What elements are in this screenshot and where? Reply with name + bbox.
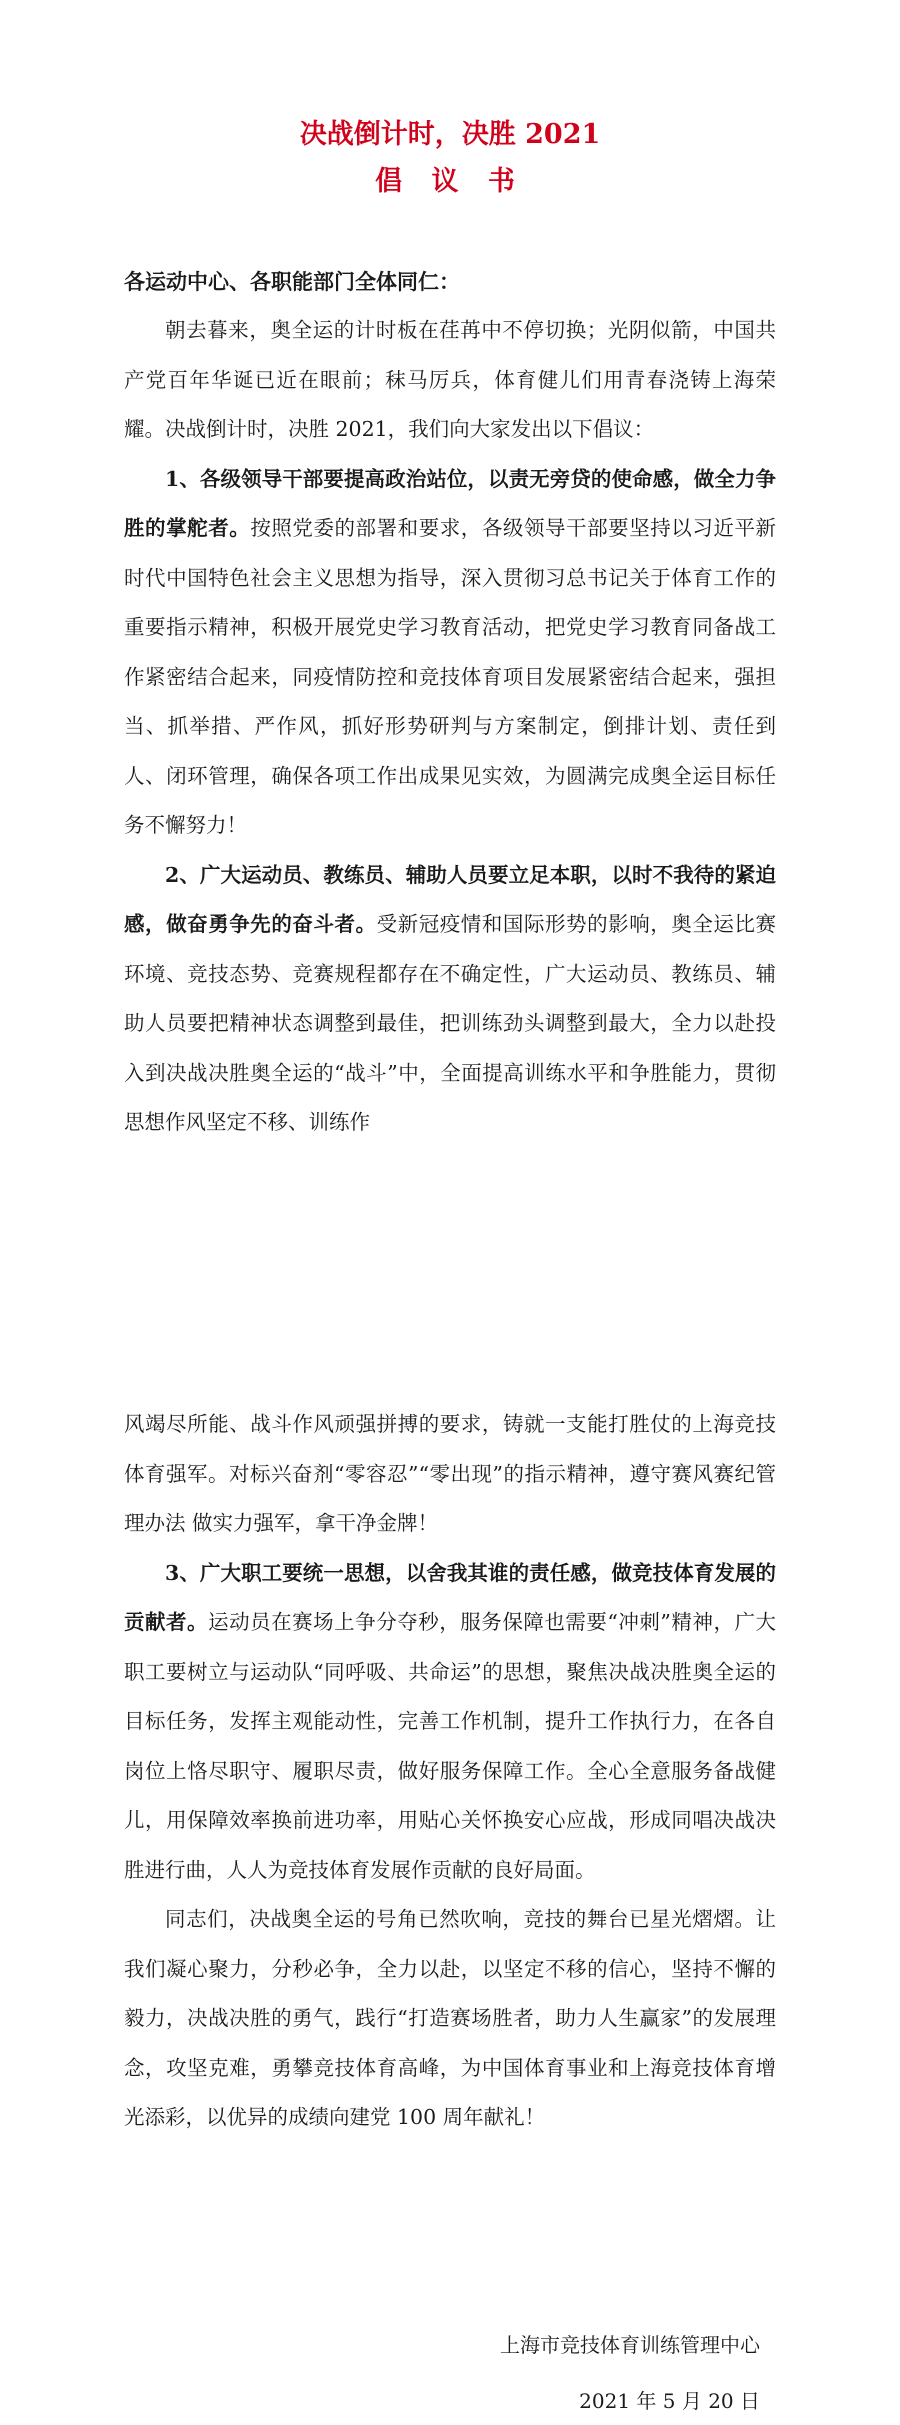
- item-3-paragraph: [124, 1549, 776, 1896]
- item-1-paragraph: [124, 455, 776, 851]
- salutation: 各运动中心、各职能部门全体同仁：: [124, 269, 460, 294]
- closing-paragraph: 同志们，决战奥全运的号角已然吹响，竞技的舞台已星光熠熠。让我们凝心聚力，分秒必争，全力以赴，以坚定不移的信心，坚持不懈的毅力，决战决胜的勇气，践行“打造赛场胜者，助力人生赢家”的发展理念，攻坚克难，勇攀竞技体育高峰，为中国体育事业和上海竞技体育增光添彩，以优异的成绩向建党 100 周年献礼！: [124, 1907, 776, 2129]
- signature-date: 2021 年 5 月 20 日: [579, 2389, 760, 2413]
- document-subtitle: 倡 议 书: [375, 166, 525, 197]
- document-title: 决战倒计时，决胜 2021: [299, 119, 601, 150]
- body-part-one: [124, 306, 776, 1148]
- item-3-body: 运动员在赛场上争分夺秒，服务保障也需要“冲刺”精神，广大职工要树立与运动队“同呼吸、共命运”的思想，聚焦决战决胜奥全运的目标任务，发挥主观能动性，完善工作机制，提升工作执行力，在各自岗位上恪尽职守、履职尽责，做好服务保障工作。全心全意服务备战健儿，用保障效率换前进功率，用贴心关怀换安心应战，形成同唱决战决胜进行曲，人人为竞技体育发展作贡献的良好局面。: [124, 1610, 776, 1882]
- item-1-heading: 1、各级领导干部要提高政治站位，以责无旁贷的使命感，做全力争胜的掌舵者。: [124, 466, 776, 540]
- signature-organization: 上海市竞技体育训练管理中心: [500, 2333, 760, 2357]
- item-3-heading: 3、广大职工要统一思想，以舍我其谁的责任感，做竞技体育发展的贡献者。: [124, 1560, 776, 1634]
- body-part-two: [124, 1400, 776, 2143]
- item-2-continued: 风竭尽所能、战斗作风顽强拼搏的要求，铸就一支能打胜仗的上海竞技体育强军。对标兴奋剂“零容忍”“零出现”的指示精神，遵守赛风赛纪管理办法 做实力强军，拿干净金牌！: [124, 1412, 776, 1535]
- item-2-heading: 2、广大运动员、教练员、辅助人员要立足本职，以时不我待的紧迫感，做奋勇争先的奋斗者。: [124, 862, 776, 936]
- item-2-paragraph: [124, 851, 776, 1148]
- item-2-body-start: 受新冠疫情和国际形势的影响，奥全运比赛环境、竞技态势、竞赛规程都存在不确定性，广大运动员、教练员、辅助人员要把精神状态调整到最佳，把训练劲头调整到最大，全力以赴投入到决战决胜奥全运的“战斗”中，全面提高训练水平和争胜能力，贯彻思想作风坚定不移、训练作: [124, 912, 777, 1134]
- intro-paragraph: 朝去暮来，奥全运的计时板在荏苒中不停切换；光阴似箭，中国共产党百年华诞已近在眼前；秣马厉兵，体育健儿们用青春浇铸上海荣耀。决战倒计时，决胜 2021，我们向大家发出以下倡议：: [124, 318, 776, 441]
- item-1-body: 按照党委的部署和要求，各级领导干部要坚持以习近平新时代中国特色社会主义思想为指导，深入贯彻习总书记关于体育工作的重要指示精神，积极开展党史学习教育活动，把党史学习教育同备战工作紧密结合起来，同疫情防控和竞技体育项目发展紧密结合起来，强担当、抓举措、严作风，抓好形势研判与方案制定，倒排计划、责任到人、闭环管理，确保各项工作出成果见实效，为圆满完成奥全运目标任务不懈努力！: [124, 516, 777, 837]
